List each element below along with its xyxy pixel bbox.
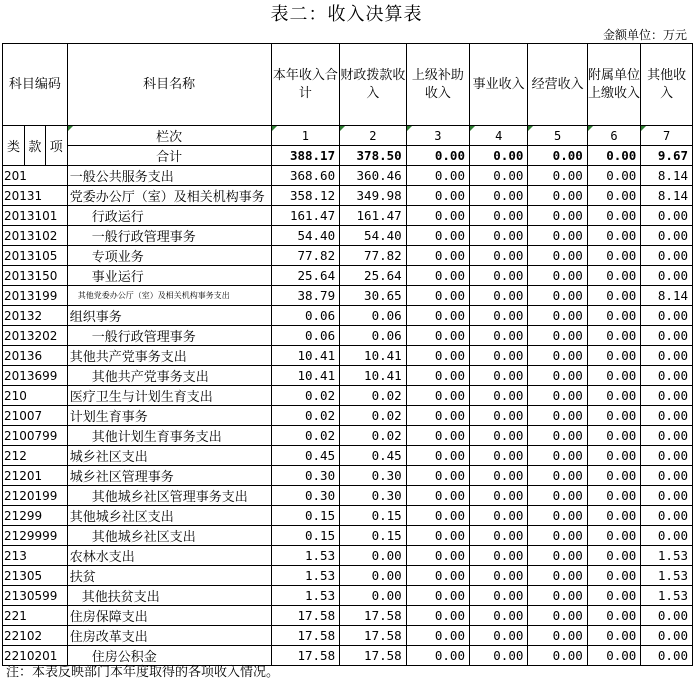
total-row xyxy=(3,146,693,166)
amount-cell: 0.00 xyxy=(528,286,587,306)
subject-code: 2013102 xyxy=(3,226,68,246)
subject-name: 其他共产党事务支出 xyxy=(67,346,271,366)
amount-cell: 0.00 xyxy=(469,446,527,466)
amount-cell: 0.00 xyxy=(641,366,693,386)
amount-cell: 0.00 xyxy=(528,306,587,326)
amount-cell: 0.00 xyxy=(406,506,469,526)
header-other-income: 其他收入 xyxy=(641,44,693,126)
table-row xyxy=(3,486,693,506)
header-kuan: 款 xyxy=(24,126,45,166)
subject-code: 21201 xyxy=(3,466,68,486)
amount-cell: 17.58 xyxy=(271,646,340,666)
amount-cell: 0.00 xyxy=(587,606,641,626)
amount-cell: 0.00 xyxy=(406,346,469,366)
table-row xyxy=(3,206,693,226)
amount-cell: 0.00 xyxy=(641,346,693,366)
amount-cell: 0.00 xyxy=(469,506,527,526)
subject-code: 2013199 xyxy=(3,286,68,306)
amount-cell: 0.00 xyxy=(587,166,641,186)
amount-cell: 0.00 xyxy=(406,566,469,586)
amount-cell: 0.00 xyxy=(641,526,693,546)
total-value: 0.00 xyxy=(587,146,641,166)
amount-cell: 10.41 xyxy=(271,346,340,366)
amount-cell: 10.41 xyxy=(340,366,407,386)
amount-cell: 1.53 xyxy=(271,546,340,566)
amount-cell: 0.00 xyxy=(528,326,587,346)
table-row xyxy=(3,366,693,386)
amount-cell: 0.30 xyxy=(271,466,340,486)
table-row xyxy=(3,646,693,666)
subject-code: 2129999 xyxy=(3,526,68,546)
subject-name: 组织事务 xyxy=(67,306,271,326)
amount-cell: 0.00 xyxy=(528,386,587,406)
amount-cell: 0.00 xyxy=(469,306,527,326)
amount-cell: 0.00 xyxy=(528,246,587,266)
amount-cell: 0.00 xyxy=(469,426,527,446)
amount-cell: 0.00 xyxy=(528,266,587,286)
amount-cell: 0.00 xyxy=(469,226,527,246)
subject-name: 农林水支出 xyxy=(67,546,271,566)
table-row xyxy=(3,446,693,466)
amount-cell: 1.53 xyxy=(641,566,693,586)
amount-cell: 0.00 xyxy=(406,206,469,226)
amount-cell: 38.79 xyxy=(271,286,340,306)
amount-cell: 349.98 xyxy=(340,186,407,206)
subject-name: 党委办公厅（室）及相关机构事务 xyxy=(67,186,271,206)
amount-cell: 77.82 xyxy=(271,246,340,266)
subject-code: 20131 xyxy=(3,186,68,206)
subject-code: 2210201 xyxy=(3,646,68,666)
amount-cell: 0.00 xyxy=(587,286,641,306)
subject-code: 213 xyxy=(3,546,68,566)
colnum-4 xyxy=(469,126,527,146)
amount-cell: 0.00 xyxy=(406,546,469,566)
amount-cell: 0.00 xyxy=(469,566,527,586)
amount-cell: 0.06 xyxy=(271,306,340,326)
amount-cell: 0.00 xyxy=(587,626,641,646)
amount-cell: 0.00 xyxy=(587,206,641,226)
subject-code: 221 xyxy=(3,606,68,626)
subject-name: 其他计划生育事务支出 xyxy=(67,426,271,446)
income-table xyxy=(2,43,693,666)
lanci-label xyxy=(67,126,271,146)
amount-cell: 0.00 xyxy=(528,226,587,246)
amount-cell: 8.14 xyxy=(641,166,693,186)
subject-name: 一般行政管理事务 xyxy=(67,226,271,246)
amount-cell: 0.00 xyxy=(587,346,641,366)
subject-code: 21305 xyxy=(3,566,68,586)
subject-name: 住房保障支出 xyxy=(67,606,271,626)
amount-cell: 0.00 xyxy=(528,606,587,626)
table-row xyxy=(3,166,693,186)
table-row xyxy=(3,186,693,206)
amount-cell: 0.00 xyxy=(406,586,469,606)
amount-cell: 0.00 xyxy=(469,486,527,506)
amount-cell: 0.00 xyxy=(587,566,641,586)
amount-cell: 0.00 xyxy=(406,466,469,486)
subject-name: 住房改革支出 xyxy=(67,626,271,646)
amount-cell: 0.00 xyxy=(587,426,641,446)
subject-code: 2100799 xyxy=(3,426,68,446)
amount-cell: 25.64 xyxy=(340,266,407,286)
amount-cell: 1.53 xyxy=(641,546,693,566)
amount-cell: 358.12 xyxy=(271,186,340,206)
amount-cell: 0.45 xyxy=(271,446,340,466)
subject-code: 2013105 xyxy=(3,246,68,266)
amount-cell: 368.60 xyxy=(271,166,340,186)
total-value: 388.17 xyxy=(271,146,340,166)
amount-cell: 0.02 xyxy=(340,386,407,406)
table-row xyxy=(3,426,693,446)
subject-name: 其他扶贫支出 xyxy=(67,586,271,606)
amount-cell: 0.00 xyxy=(641,606,693,626)
amount-cell: 0.00 xyxy=(469,186,527,206)
table-row xyxy=(3,526,693,546)
header-operating-income: 经营收入 xyxy=(528,44,587,126)
header-business-income: 事业收入 xyxy=(469,44,527,126)
subject-name: 住房公积金 xyxy=(67,646,271,666)
amount-cell: 0.00 xyxy=(641,506,693,526)
amount-cell: 0.00 xyxy=(528,586,587,606)
amount-cell: 0.00 xyxy=(528,466,587,486)
subject-code: 2013150 xyxy=(3,266,68,286)
amount-cell: 0.00 xyxy=(406,646,469,666)
amount-cell: 0.00 xyxy=(587,406,641,426)
colnum-5 xyxy=(528,126,587,146)
amount-cell: 0.30 xyxy=(340,486,407,506)
subject-name: 计划生育事务 xyxy=(67,406,271,426)
header-lei: 类 xyxy=(3,126,25,166)
subject-code: 210 xyxy=(3,386,68,406)
amount-cell: 1.53 xyxy=(271,586,340,606)
amount-cell: 0.00 xyxy=(528,446,587,466)
amount-cell: 10.41 xyxy=(271,366,340,386)
amount-cell: 1.53 xyxy=(271,566,340,586)
amount-cell: 0.00 xyxy=(406,526,469,546)
amount-cell: 0.02 xyxy=(271,406,340,426)
amount-cell: 0.00 xyxy=(469,266,527,286)
amount-cell: 0.15 xyxy=(340,506,407,526)
amount-cell: 0.00 xyxy=(406,306,469,326)
table-title: 表二：收入决算表 xyxy=(270,4,423,25)
amount-cell: 0.00 xyxy=(469,206,527,226)
amount-cell: 0.00 xyxy=(406,366,469,386)
amount-cell: 0.00 xyxy=(641,206,693,226)
subject-code: 22102 xyxy=(3,626,68,646)
amount-cell: 54.40 xyxy=(340,226,407,246)
amount-cell: 0.00 xyxy=(641,466,693,486)
subject-code: 21299 xyxy=(3,506,68,526)
colnum-4-text: 4 xyxy=(495,128,503,143)
subject-name: 其他城乡社区管理事务支出 xyxy=(67,486,271,506)
subject-code: 20132 xyxy=(3,306,68,326)
amount-cell: 0.30 xyxy=(340,466,407,486)
table-row xyxy=(3,626,693,646)
subject-code: 2130599 xyxy=(3,586,68,606)
amount-cell: 0.00 xyxy=(406,186,469,206)
amount-cell: 17.58 xyxy=(271,626,340,646)
amount-cell: 0.00 xyxy=(587,646,641,666)
amount-cell: 0.15 xyxy=(271,506,340,526)
subject-code: 2120199 xyxy=(3,486,68,506)
amount-cell: 0.45 xyxy=(340,446,407,466)
amount-cell: 0.00 xyxy=(641,486,693,506)
amount-cell: 0.00 xyxy=(469,386,527,406)
colnum-2-text: 2 xyxy=(369,128,377,143)
amount-cell: 0.02 xyxy=(340,426,407,446)
amount-cell: 0.15 xyxy=(340,526,407,546)
amount-cell: 0.00 xyxy=(406,446,469,466)
amount-cell: 0.02 xyxy=(271,426,340,446)
subject-name: 城乡社区管理事务 xyxy=(67,466,271,486)
amount-cell: 0.00 xyxy=(469,346,527,366)
amount-cell: 0.00 xyxy=(406,606,469,626)
amount-cell: 8.14 xyxy=(641,186,693,206)
amount-cell: 0.00 xyxy=(469,406,527,426)
table-row xyxy=(3,606,693,626)
subject-code: 201 xyxy=(3,166,68,186)
amount-cell: 0.00 xyxy=(641,406,693,426)
subject-name: 一般行政管理事务 xyxy=(67,326,271,346)
amount-cell: 0.00 xyxy=(469,546,527,566)
total-value: 378.50 xyxy=(340,146,407,166)
header-fiscal-income: 财政拨款收入 xyxy=(340,44,407,126)
amount-cell: 0.00 xyxy=(587,446,641,466)
amount-cell: 0.30 xyxy=(271,486,340,506)
amount-cell: 0.00 xyxy=(641,646,693,666)
amount-cell: 0.00 xyxy=(641,266,693,286)
table-row xyxy=(3,406,693,426)
total-value: 0.00 xyxy=(528,146,587,166)
table-row xyxy=(3,286,693,306)
subject-name: 其他共产党事务支出 xyxy=(67,366,271,386)
subject-name: 医疗卫生与计划生育支出 xyxy=(67,386,271,406)
amount-cell: 0.06 xyxy=(340,306,407,326)
amount-cell: 17.58 xyxy=(271,606,340,626)
amount-cell: 0.00 xyxy=(528,366,587,386)
subject-name: 其他城乡社区支出 xyxy=(67,506,271,526)
amount-cell: 0.00 xyxy=(528,486,587,506)
currency-unit-label: 金额单位：万元 xyxy=(602,28,687,42)
header-xiang: 项 xyxy=(45,126,67,166)
amount-cell: 0.00 xyxy=(528,206,587,226)
table-row xyxy=(3,566,693,586)
amount-cell: 0.00 xyxy=(469,246,527,266)
subject-name: 行政运行 xyxy=(67,206,271,226)
amount-cell: 0.00 xyxy=(406,226,469,246)
amount-cell: 0.00 xyxy=(587,186,641,206)
amount-cell: 0.00 xyxy=(469,286,527,306)
header-row xyxy=(3,44,693,126)
amount-cell: 161.47 xyxy=(340,206,407,226)
amount-cell: 25.64 xyxy=(271,266,340,286)
amount-cell: 0.06 xyxy=(271,326,340,346)
colnum-5-text: 5 xyxy=(553,128,562,143)
amount-cell: 30.65 xyxy=(340,286,407,306)
amount-cell: 0.00 xyxy=(587,386,641,406)
amount-cell: 0.00 xyxy=(340,546,407,566)
amount-cell: 0.00 xyxy=(469,626,527,646)
header-total-income: 本年收入合计 xyxy=(271,44,340,126)
amount-cell: 0.00 xyxy=(528,346,587,366)
amount-cell: 0.00 xyxy=(406,166,469,186)
amount-cell: 0.00 xyxy=(587,486,641,506)
colnum-1-text: 1 xyxy=(301,128,309,143)
amount-cell: 0.00 xyxy=(469,586,527,606)
amount-cell: 0.00 xyxy=(406,406,469,426)
amount-cell: 0.00 xyxy=(406,286,469,306)
header-code: 科目编码 xyxy=(3,44,68,126)
total-value: 9.67 xyxy=(641,146,693,166)
subject-code: 21007 xyxy=(3,406,68,426)
amount-cell: 0.00 xyxy=(587,366,641,386)
subject-name: 其他党委办公厅（室）及相关机构事务支出 xyxy=(67,286,271,306)
amount-cell: 17.58 xyxy=(340,626,407,646)
amount-cell: 0.00 xyxy=(587,306,641,326)
colnum-7-text: 7 xyxy=(663,128,671,143)
colnum-3-text: 3 xyxy=(434,128,442,143)
amount-cell: 0.15 xyxy=(271,526,340,546)
amount-cell: 54.40 xyxy=(271,226,340,246)
amount-cell: 0.00 xyxy=(406,386,469,406)
amount-cell: 0.00 xyxy=(469,366,527,386)
amount-cell: 0.00 xyxy=(587,326,641,346)
amount-cell: 0.00 xyxy=(641,246,693,266)
subject-code: 2013699 xyxy=(3,366,68,386)
amount-cell: 10.41 xyxy=(340,346,407,366)
colnum-3 xyxy=(406,126,469,146)
amount-cell: 0.00 xyxy=(469,466,527,486)
subject-name: 事业运行 xyxy=(67,266,271,286)
amount-cell: 0.00 xyxy=(469,326,527,346)
total-value: 0.00 xyxy=(406,146,469,166)
table-row xyxy=(3,506,693,526)
table-row xyxy=(3,246,693,266)
subject-code: 2013101 xyxy=(3,206,68,226)
amount-cell: 8.14 xyxy=(641,286,693,306)
amount-cell: 0.00 xyxy=(340,586,407,606)
amount-cell: 0.02 xyxy=(271,386,340,406)
table-row xyxy=(3,326,693,346)
subject-name: 城乡社区支出 xyxy=(67,446,271,466)
amount-cell: 0.00 xyxy=(587,506,641,526)
amount-cell: 0.00 xyxy=(406,326,469,346)
subject-name: 扶贫 xyxy=(67,566,271,586)
amount-cell: 0.02 xyxy=(340,406,407,426)
table-row xyxy=(3,266,693,286)
subject-code: 212 xyxy=(3,446,68,466)
amount-cell: 0.00 xyxy=(469,166,527,186)
colnum-2 xyxy=(340,126,407,146)
amount-cell: 0.00 xyxy=(406,486,469,506)
amount-cell: 0.00 xyxy=(469,526,527,546)
amount-cell: 17.58 xyxy=(340,606,407,626)
amount-cell: 0.00 xyxy=(406,246,469,266)
amount-cell: 0.00 xyxy=(528,426,587,446)
amount-cell: 1.53 xyxy=(641,586,693,606)
table-footnote: 注：本表反映部门本年度取得的各项收入情况。 xyxy=(6,665,280,680)
colnum-7 xyxy=(641,126,693,146)
amount-cell: 0.00 xyxy=(641,626,693,646)
subject-code: 20136 xyxy=(3,346,68,366)
amount-cell: 0.00 xyxy=(528,546,587,566)
amount-cell: 161.47 xyxy=(271,206,340,226)
amount-cell: 0.00 xyxy=(641,326,693,346)
header-affiliated-income: 附属单位上缴收入 xyxy=(587,44,641,126)
table-row xyxy=(3,306,693,326)
amount-cell: 0.00 xyxy=(587,526,641,546)
amount-cell: 0.00 xyxy=(406,426,469,446)
subject-code: 2013202 xyxy=(3,326,68,346)
table-row xyxy=(3,346,693,366)
amount-cell: 0.00 xyxy=(528,406,587,426)
amount-cell: 360.46 xyxy=(340,166,407,186)
table-row xyxy=(3,226,693,246)
amount-cell: 77.82 xyxy=(340,246,407,266)
colnum-1 xyxy=(271,126,340,146)
lanci-text: 栏次 xyxy=(156,130,183,145)
amount-cell: 0.00 xyxy=(469,606,527,626)
table-row xyxy=(3,586,693,606)
subject-name: 其他城乡社区支出 xyxy=(67,526,271,546)
amount-cell: 0.00 xyxy=(587,586,641,606)
amount-cell: 0.00 xyxy=(641,226,693,246)
colnum-6 xyxy=(587,126,641,146)
total-value: 0.00 xyxy=(469,146,527,166)
amount-cell: 0.00 xyxy=(469,646,527,666)
amount-cell: 0.00 xyxy=(528,566,587,586)
header-superior-subsidy: 上级补助收入 xyxy=(406,44,469,126)
amount-cell: 17.58 xyxy=(340,646,407,666)
amount-cell: 0.00 xyxy=(587,546,641,566)
colnum-6-text: 6 xyxy=(610,128,618,143)
total-label: 合计 xyxy=(67,146,271,166)
column-number-row xyxy=(3,126,693,146)
amount-cell: 0.00 xyxy=(340,566,407,586)
amount-cell: 0.00 xyxy=(587,466,641,486)
amount-cell: 0.00 xyxy=(641,446,693,466)
amount-cell: 0.00 xyxy=(528,646,587,666)
amount-cell: 0.00 xyxy=(587,226,641,246)
header-name: 科目名称 xyxy=(67,44,271,126)
amount-cell: 0.00 xyxy=(406,266,469,286)
amount-cell: 0.00 xyxy=(528,506,587,526)
amount-cell: 0.06 xyxy=(340,326,407,346)
amount-cell: 0.00 xyxy=(528,626,587,646)
amount-cell: 0.00 xyxy=(587,246,641,266)
amount-cell: 0.00 xyxy=(528,186,587,206)
amount-cell: 0.00 xyxy=(406,626,469,646)
amount-cell: 0.00 xyxy=(528,166,587,186)
subject-name: 一般公共服务支出 xyxy=(67,166,271,186)
amount-cell: 0.00 xyxy=(528,526,587,546)
amount-cell: 0.00 xyxy=(641,306,693,326)
table-row xyxy=(3,386,693,406)
subject-name: 专项业务 xyxy=(67,246,271,266)
amount-cell: 0.00 xyxy=(587,266,641,286)
amount-cell: 0.00 xyxy=(641,426,693,446)
amount-cell: 0.00 xyxy=(641,386,693,406)
table-row xyxy=(3,466,693,486)
table-row xyxy=(3,546,693,566)
